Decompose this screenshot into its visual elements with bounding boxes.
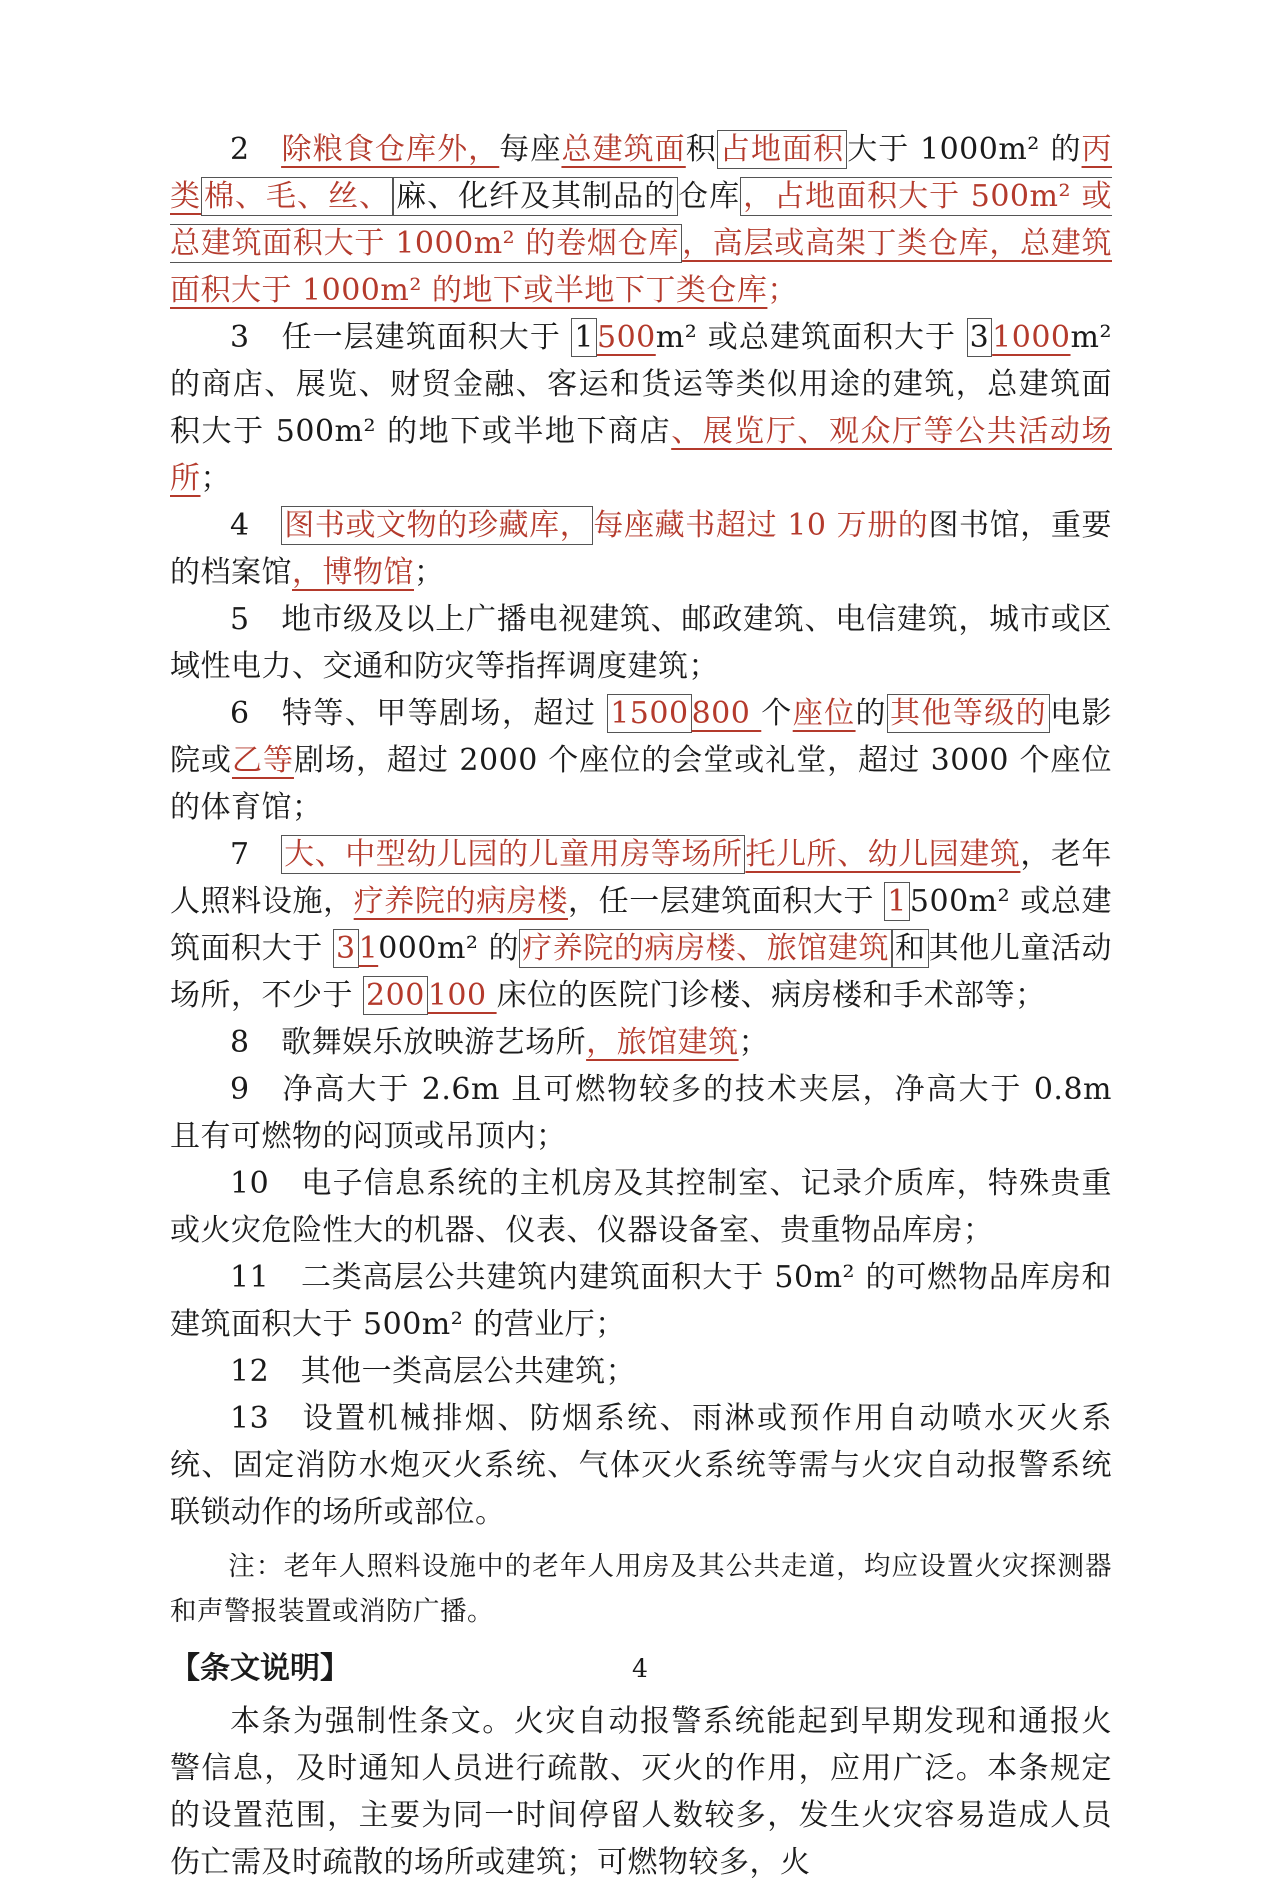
- inserted-text: 总建筑面: [561, 132, 686, 167]
- item-number: 10: [230, 1166, 270, 1201]
- deleted-boxed-black-text: 3: [967, 318, 993, 357]
- body-text: 500m² 或总建筑面积大于: [170, 884, 1113, 966]
- inserted-text: 乙等: [231, 743, 294, 778]
- body-text: 个: [761, 696, 793, 731]
- body-text: 大于 1000m² 的: [847, 132, 1082, 167]
- deleted-boxed-text: 疗养院的病房楼、旅馆建筑: [519, 929, 892, 968]
- body-text: ，任一层建筑面积大于: [568, 884, 885, 919]
- clause-item-13: [170, 1395, 1112, 1536]
- deleted-boxed-text: 大、中型幼儿园的儿童用房等场所: [281, 835, 745, 874]
- inserted-text: 托儿所、幼儿园建筑: [745, 837, 1021, 872]
- deleted-boxed-text: ，占地面积大于 500m² 或总建筑面积大于 1000m² 的卷烟仓库: [170, 179, 1113, 261]
- body-text: 仓库: [678, 179, 741, 214]
- deleted-boxed-black-text: 麻、化纤及其制品的: [393, 177, 678, 216]
- inserted-text: 疗养院的病房楼: [353, 884, 568, 919]
- deleted-boxed-text: 3: [333, 929, 359, 968]
- inserted-text: 座位: [792, 696, 856, 731]
- inserted-text: ，高层或高架丁类仓库，总建筑面积大于 1000m² 的地下或半地下丁类仓库: [170, 226, 1112, 308]
- clause-item-7: [170, 831, 1112, 1019]
- body-text: 其他一类高层公共建筑；: [300, 1354, 637, 1389]
- deleted-boxed-text: 1500: [607, 694, 691, 733]
- deleted-boxed-text: 棉、毛、丝、: [201, 177, 393, 216]
- body-text: m² 的商店、展览、财贸金融、客运和货运等类似用途的建筑，总建筑面积大于 500m² 的地下或半地下商店: [170, 320, 1112, 449]
- item-number: 5: [230, 602, 250, 637]
- deleted-boxed-text: 1: [884, 882, 910, 921]
- item-number: 4: [230, 508, 250, 543]
- deleted-boxed-black-text: 1: [571, 318, 597, 357]
- inserted-text: 丙类: [170, 132, 1113, 214]
- page-number: 4: [632, 1654, 648, 1683]
- item-number: 3: [230, 320, 250, 355]
- item-number: 11: [230, 1260, 270, 1295]
- deleted-boxed-black-text: 和: [892, 929, 929, 968]
- item-number: 9: [230, 1072, 250, 1107]
- body-text: 电子信息系统的主机房及其控制室、记录介质库，特殊贵重或火灾危险性大的机器、仪表、仪器设备室、贵重物品库房；: [170, 1166, 1112, 1248]
- body-text: 歌舞娱乐放映游艺场所: [281, 1025, 587, 1060]
- body-text: 床位的医院门诊楼、病房楼和手术部等；: [496, 978, 1046, 1013]
- body-text: 其他儿童活动场所，不少于: [170, 931, 1113, 1013]
- body-text: 的: [855, 696, 887, 731]
- item-number: 12: [230, 1354, 270, 1389]
- item-number: 2: [230, 132, 250, 167]
- commentary-paragraph: 本条为强制性条文。火灾自动报警系统能起到早期发现和通报火警信息，及时通知人员进行疏散、灭火的作用，应用广泛。本条规定的设置范围，主要为同一时间停留人数较多，发生火灾容易造成人员伤亡需及时疏散的场所或建筑；可燃物较多，火: [170, 1704, 1112, 1880]
- clause-item-10: [170, 1160, 1112, 1254]
- clause-item-11: [170, 1254, 1112, 1348]
- body-text: 净高大于 2.6m 且可燃物较多的技术夹层，净高大于 0.8m 且有可燃物的闷顶或吊顶内；: [170, 1072, 1112, 1154]
- text-column: [170, 126, 1112, 1886]
- inserted-text: ，博物馆: [292, 555, 414, 590]
- clause-item-2: [170, 126, 1112, 314]
- inserted-text: 1000: [992, 320, 1071, 355]
- body-text: 图书馆，重要的档案馆: [170, 508, 1113, 590]
- inserted-text: 800: [691, 696, 762, 731]
- inserted-text: 1: [358, 931, 379, 966]
- body-text: ，老年人照料设施，: [170, 837, 1113, 919]
- deleted-boxed-text: 200: [363, 976, 428, 1015]
- item-number: 7: [230, 837, 250, 872]
- deleted-boxed-text: 图书或文物的珍藏库，: [281, 506, 593, 545]
- body-text: ；: [738, 1025, 770, 1060]
- item-number: 6: [230, 696, 250, 731]
- inserted-text: 、展览厅、观众厅等公共活动场所: [170, 414, 1112, 496]
- body-text: 积: [685, 132, 717, 167]
- clause-note: 注：老年人照料设施中的老年人用房及其公共走道，均应设置火灾探测器和声警报装置或消防广播。: [170, 1551, 1112, 1627]
- clause-item-3: [170, 314, 1112, 502]
- body-text: 剧场，超过 2000 个座位的会堂或礼堂，超过 3000 个座位的体育馆；: [170, 743, 1113, 825]
- body-text: 特等、甲等剧场，超过: [281, 696, 608, 731]
- body-text: 二类高层公共建筑内建筑面积大于 50m² 的可燃物品库房和建筑面积大于 500m² 的营业厅；: [170, 1260, 1112, 1342]
- body-text: ；: [200, 461, 231, 496]
- inserted-text: ，旅馆建筑: [586, 1025, 739, 1060]
- clause-item-5: [170, 596, 1112, 690]
- clause-item-6: [170, 690, 1112, 831]
- inserted-text: 100: [427, 978, 497, 1013]
- deleted-boxed-text: 其他等级的: [887, 694, 1050, 733]
- body-text: 地市级及以上广播电视建筑、邮政建筑、电信建筑，城市或区域性电力、交通和防灾等指挥调度建筑；: [170, 602, 1112, 684]
- section-header-commentary: 【条文说明】: [170, 1651, 350, 1686]
- clause-item-4: [170, 502, 1112, 596]
- body-text: m² 或总建筑面积大于: [655, 320, 967, 355]
- item-number: 13: [230, 1401, 270, 1436]
- clause-item-12: [170, 1348, 1112, 1395]
- clause-item-8: [170, 1019, 1112, 1066]
- body-text: 每座: [499, 132, 562, 167]
- body-text: 任一层建筑面积大于: [281, 320, 572, 355]
- body-text: 000m² 的: [378, 931, 520, 966]
- clause-item-9: [170, 1066, 1112, 1160]
- item-number: 8: [230, 1025, 250, 1060]
- deleted-boxed-text: 占地面积: [717, 130, 847, 169]
- inserted-text: 500: [597, 320, 656, 355]
- revision-red-text: ；: [767, 273, 798, 308]
- body-text: 电影院或: [170, 696, 1112, 778]
- revision-red-text: 每座藏书超过 10 万册的: [593, 508, 929, 543]
- body-text: 设置机械排烟、防烟系统、雨淋或预作用自动喷水灭火系统、固定消防水炮灭火系统、气体灭火系统等需与火灾自动报警系统联锁动作的场所或部位。: [170, 1401, 1112, 1530]
- inserted-text: 除粮食仓库外，: [281, 132, 500, 167]
- body-text: ；: [414, 555, 445, 590]
